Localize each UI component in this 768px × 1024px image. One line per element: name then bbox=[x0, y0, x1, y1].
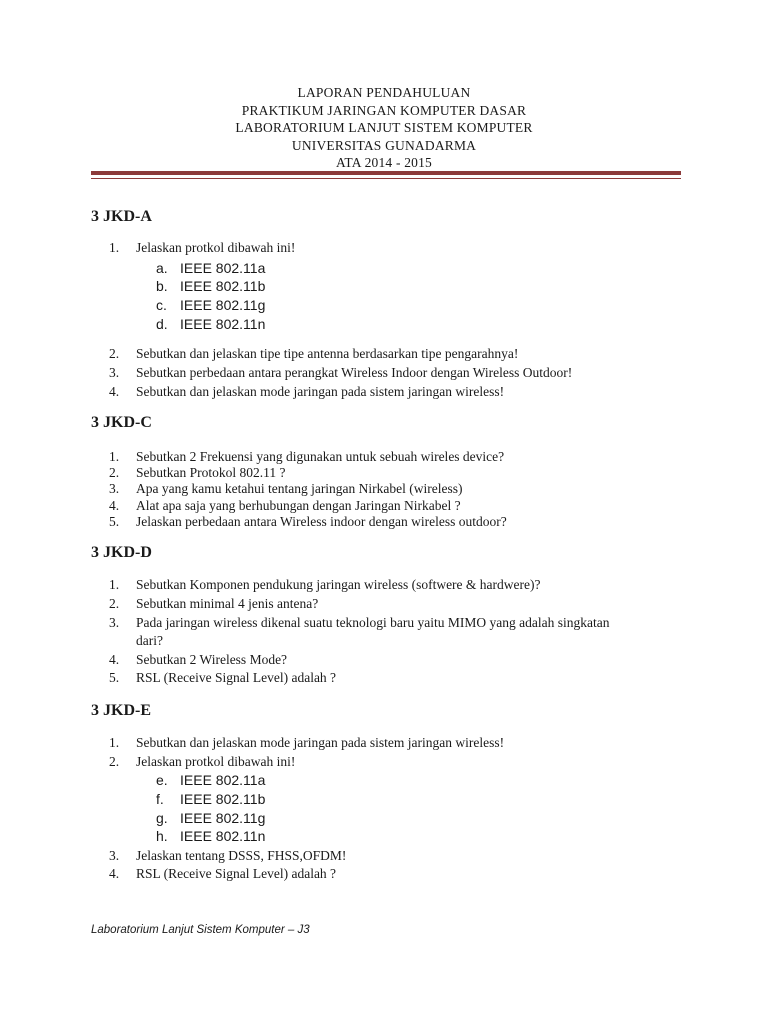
item-number: 3. bbox=[109, 848, 120, 863]
item-text: RSL (Receive Signal Level) adalah ? bbox=[136, 866, 337, 881]
item-number: 1. bbox=[109, 449, 120, 464]
header-line-5: ATA 2014 - 2015 bbox=[335, 155, 433, 170]
sub-letter: h. bbox=[156, 828, 168, 844]
sub-letter: c. bbox=[156, 297, 167, 313]
header-line-2: PRAKTIKUM JARINGAN KOMPUTER DASAR bbox=[241, 102, 527, 118]
item-text: Jelaskan perbedaan antara Wireless indoor dengan wireless outdoor? bbox=[136, 514, 507, 529]
header-divider-thin bbox=[91, 178, 681, 179]
section-jkd-e bbox=[91, 702, 691, 720]
section-jkd-c bbox=[91, 414, 691, 432]
item-number: 1. bbox=[109, 735, 120, 750]
item-number: 1. bbox=[109, 240, 120, 255]
item-text: Sebutkan Komponen pendukung jaringan wireless (softwere & hardwere)? bbox=[136, 577, 541, 592]
item-number: 1. bbox=[109, 577, 120, 592]
item-text: Sebutkan minimal 4 jenis antena? bbox=[136, 596, 319, 611]
sub-letter: e. bbox=[156, 772, 168, 788]
sub-text: IEEE 802.11a bbox=[180, 260, 266, 276]
item-number: 2. bbox=[109, 596, 120, 611]
sub-text: IEEE 802.11a bbox=[180, 772, 266, 788]
item-number: 4. bbox=[109, 384, 120, 399]
item-text: dari? bbox=[136, 633, 163, 648]
item-text: Jelaskan tentang DSSS, FHSS,OFDM! bbox=[136, 848, 347, 863]
item-number: 2. bbox=[109, 754, 120, 769]
document-header bbox=[0, 84, 768, 172]
item-number: 3. bbox=[109, 365, 120, 380]
item-number: 2. bbox=[109, 465, 120, 480]
sub-text: IEEE 802.11g bbox=[180, 297, 266, 313]
section-title: 3 JKD-A bbox=[91, 208, 152, 225]
item-number: 5. bbox=[109, 514, 120, 529]
item-text: Sebutkan dan jelaskan mode jaringan pada sistem jaringan wireless! bbox=[136, 735, 505, 750]
item-text: Alat apa saja yang berhubungan dengan Jaringan Nirkabel ? bbox=[136, 498, 461, 513]
sub-text: IEEE 802.11g bbox=[180, 810, 266, 826]
header-line-1: LAPORAN PENDAHULUAN bbox=[297, 85, 471, 100]
sub-letter: f. bbox=[156, 791, 164, 807]
header-line-3: LABORATORIUM LANJUT SISTEM KOMPUTER bbox=[235, 120, 533, 135]
item-text: Sebutkan Protokol 802.11 ? bbox=[136, 465, 286, 480]
sub-letter: a. bbox=[156, 260, 168, 276]
sub-text: IEEE 802.11n bbox=[180, 316, 266, 332]
item-text: Jelaskan protkol dibawah ini! bbox=[136, 240, 296, 255]
section-title: 3 JKD-D bbox=[91, 544, 152, 561]
sub-text: IEEE 802.11n bbox=[180, 828, 266, 844]
sub-letter: b. bbox=[156, 278, 168, 294]
item-number: 4. bbox=[109, 652, 120, 667]
item-number: 2. bbox=[109, 346, 120, 361]
item-number: 4. bbox=[109, 866, 120, 881]
sub-letter: g. bbox=[156, 810, 168, 826]
section-jkd-a bbox=[91, 208, 691, 226]
section-title: 3 JKD-E bbox=[91, 702, 151, 719]
item-text: Sebutkan perbedaan antara perangkat Wireless Indoor dengan Wireless Outdoor! bbox=[136, 365, 573, 380]
item-number: 5. bbox=[109, 670, 120, 685]
sub-text: IEEE 802.11b bbox=[180, 791, 266, 807]
section-jkd-d bbox=[91, 544, 691, 562]
item-text: Sebutkan dan jelaskan tipe tipe antenna berdasarkan tipe pengarahnya! bbox=[136, 346, 519, 361]
sub-text: IEEE 802.11b bbox=[180, 278, 266, 294]
item-text: RSL (Receive Signal Level) adalah ? bbox=[136, 670, 337, 685]
item-number: 3. bbox=[109, 481, 120, 496]
section-title: 3 JKD-C bbox=[91, 414, 152, 431]
item-number: 3. bbox=[109, 615, 120, 630]
item-text: Jelaskan protkol dibawah ini! bbox=[136, 754, 296, 769]
item-number: 4. bbox=[109, 498, 120, 513]
item-text: Sebutkan 2 Frekuensi yang digunakan untuk sebuah wireles device? bbox=[136, 449, 505, 464]
item-text: Sebutkan dan jelaskan mode jaringan pada sistem jaringan wireless! bbox=[136, 384, 505, 399]
header-line-4: UNIVERSITAS GUNADARMA bbox=[291, 137, 477, 153]
page-footer: Laboratorium Lanjut Sistem Komputer – J3 bbox=[91, 924, 310, 936]
item-text: Apa yang kamu ketahui tentang jaringan Nirkabel (wireless) bbox=[136, 481, 463, 496]
sub-letter: d. bbox=[156, 316, 168, 332]
header-divider-thick bbox=[91, 171, 681, 175]
item-text: Sebutkan 2 Wireless Mode? bbox=[136, 652, 288, 667]
item-text: Pada jaringan wireless dikenal suatu teknologi baru yaitu MIMO yang adalah singkatan bbox=[136, 615, 610, 630]
